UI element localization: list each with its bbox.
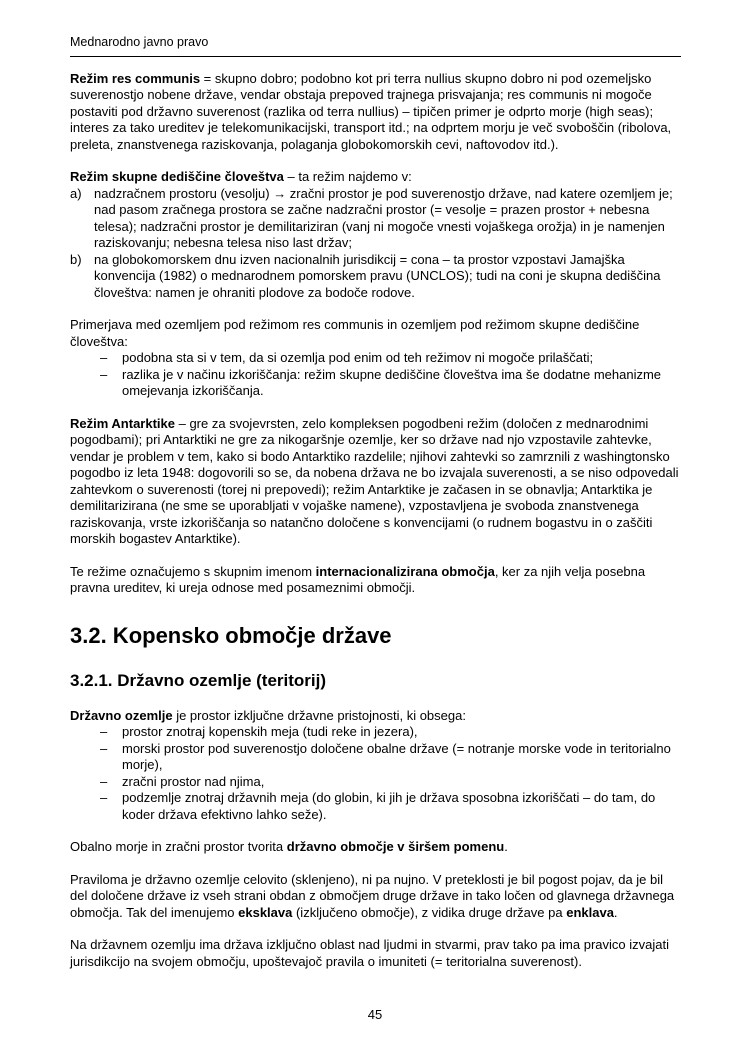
list-marker: –	[100, 366, 108, 382]
term-state-area-broad-sense: državno območje v širšem pomenu	[286, 839, 505, 854]
lettered-list	[70, 186, 681, 302]
list-item	[70, 741, 681, 774]
paragraph-heritage-intro	[70, 169, 681, 186]
list-item-text: podobna sta si v tem, da si ozemlja pod enim od teh režimov ni mogoče prilaščati;	[122, 350, 594, 365]
term-exclave: eksklava	[238, 904, 293, 920]
paragraph-text: je prostor izključne državne pristojnosti, ki obsega:	[172, 707, 466, 723]
paragraph-text: Praviloma je državno ozemlje celovito (sklenjeno), ni pa nujno. V preteklosti je bil pogost pojav, da je bil del določene države iz vseh strani obdan z območjem druge države in tako ločen od glavnega državnega območja. Tak del imenujemo	[70, 871, 675, 920]
list-marker: b)	[70, 251, 82, 267]
dash-list-comparison	[70, 350, 681, 400]
page-footer	[0, 1007, 750, 1024]
list-marker: –	[100, 724, 108, 739]
term-internationalized-areas: internacionalizirana območja	[315, 563, 495, 579]
paragraph-res-communis	[70, 71, 681, 154]
paragraph-text: .	[613, 904, 618, 920]
paragraph-text: – gre za svojevrsten, zelo kompleksen pogodbeni režim (določen z mednarodnimi pogodbami); pri Antarktiki ne gre za nikogaršnje ozemlje, ker so države nad njo vzpostavile zahtevke, vendar je problem v tem, kako si bodo Antarktiko razdelile; njihovi zahtevki so zamrznili z washingtonsko pogodbo iz leta 1948: dogovorili so se, da nobena država ne bo izvajala suverenosti, a se niso odpovedali zahtevkom o suverenosti (torej ni prepovedi); režim Antarktike je začasen in se obnavlja; Antarktika je demilitarizirana (ne sme se uporabljati v vojaške namene), vzpostavljena je svoboda znanstvenega raziskovanja, vrste izkoriščanja so natančno določene s konvencijami (o rudnem bogastvu in o zaščiti morskih bogastev Antarktike).	[70, 415, 679, 546]
running-header	[70, 34, 681, 57]
term-antarctica-regime: Režim Antarktike	[70, 415, 175, 431]
list-marker: –	[100, 773, 108, 789]
list-item-text: razlika je v načinu izkoriščanja: režim skupne dediščine človeštva ima še dodatne mehanizme omejevanja izkoriščanja.	[122, 366, 662, 398]
list-marker: –	[100, 790, 108, 805]
list-item-text: na globokomorskem dnu izven nacionalnih jurisdikcij = cona – ta prostor vzpostavi Jamajška konvencija (1982) o mednarodnem pomorskem pravu (UNCLOS); tudi na coni je skupna dediščina človeštva: namen je ohraniti plodove za bodoče rodove.	[94, 251, 661, 300]
list-marker: –	[100, 740, 108, 756]
list-item-text: podzemlje znotraj državnih meja (do globin, ki jih je država sposobna izkoriščati – do tam, do koder država efektivno lahko seže).	[122, 790, 656, 822]
list-item	[70, 367, 681, 400]
paragraph-coastal	[70, 839, 681, 856]
list-item-text: prostor znotraj kopenskih meja (tudi reke in jezera),	[122, 724, 418, 739]
term-res-communis: Režim res communis	[70, 70, 201, 86]
list-item	[70, 774, 681, 791]
term-enclave: enklava	[566, 904, 614, 920]
term-common-heritage: Režim skupne dediščine človeštva	[70, 169, 284, 184]
list-marker: –	[100, 350, 108, 365]
paragraph-text: (izključeno območje), z vidika druge države pa	[292, 904, 567, 920]
list-item	[70, 790, 681, 823]
paragraph-internationalized	[70, 564, 681, 597]
paragraph-text: – ta režim najdemo v:	[283, 169, 412, 184]
page-number: 45	[367, 1006, 383, 1022]
list-item-text: nadzračnem prostoru (vesolju) → zračni prostor je pod suverenostjo države, nad katere ozemljem je; nad pasom zračnega prostora se začne nadzračni prostor (= vesolje = prazen prostor + nebesna telesa); nadzračni prostor je demilitariziran (vanj ni mogoče vnesti vojaškega orožja) in je namenjen raziskovanju; nebesna telesa niso last držav;	[94, 185, 673, 250]
list-item	[70, 724, 681, 741]
paragraph-territory-intro	[70, 708, 681, 725]
list-item-text: zračni prostor nad njima,	[122, 773, 265, 789]
paragraph-exclave	[70, 872, 681, 922]
dash-list-territory	[70, 724, 681, 823]
running-header-text: Mednarodno javno pravo	[70, 35, 209, 49]
paragraph-comparison-intro: Primerjava med ozemljem pod režimom res communis in ozemljem pod režimom skupne dediščine človeštva:	[70, 317, 640, 349]
term-state-territory: Državno ozemlje	[70, 707, 173, 723]
list-item-text: morski prostor pod suverenostjo določene obalne države (= notranje morske vode in teritorialno morje),	[122, 740, 671, 772]
paragraph-sovereignty: Na državnem ozemlju ima država izključno oblast nad ljudmi in stvarmi, prav tako pa ima pravico izvajati jurisdikcijo na svojem območju, upoštevajoč pravila o imuniteti (= teritorialna suverenost).	[70, 937, 669, 969]
paragraph-antarctica	[70, 416, 681, 548]
list-item	[70, 252, 681, 302]
paragraph-text: Obalno morje in zračni prostor tvorita	[70, 839, 287, 854]
list-item	[70, 350, 681, 367]
list-marker: a)	[70, 185, 82, 201]
paragraph-text: .	[504, 839, 508, 854]
section-heading-3-2: 3.2. Kopensko območje države	[70, 622, 392, 648]
paragraph-text: Te režime označujemo s skupnim imenom	[70, 563, 316, 579]
list-item	[70, 186, 681, 252]
subsection-heading-3-2-1: 3.2.1. Državno ozemlje (teritorij)	[70, 670, 327, 690]
paragraph-text: , ker za njih velja posebna pravna ureditev, ki ureja odnose med posameznimi območji.	[70, 563, 646, 595]
paragraph-text: = skupno dobro; podobno kot pri terra nullius skupno dobro ni pod ozemeljsko suverenostjo nobene države, vendar obstaja prepoved trajnega prisvajanja; res communis ni mogoče postaviti pod državno suverenost (razlika od terra nullius) – tipičen primer je odprto morje (high seas); interes za tako ureditev je telekomunikacijski, transport itd.; na odprtem morju je več svoboščin (ribolova, preleta, znanstvenega raziskovanja, polaganja globokomorskih cevi, naftovodov itd.).	[70, 70, 672, 152]
